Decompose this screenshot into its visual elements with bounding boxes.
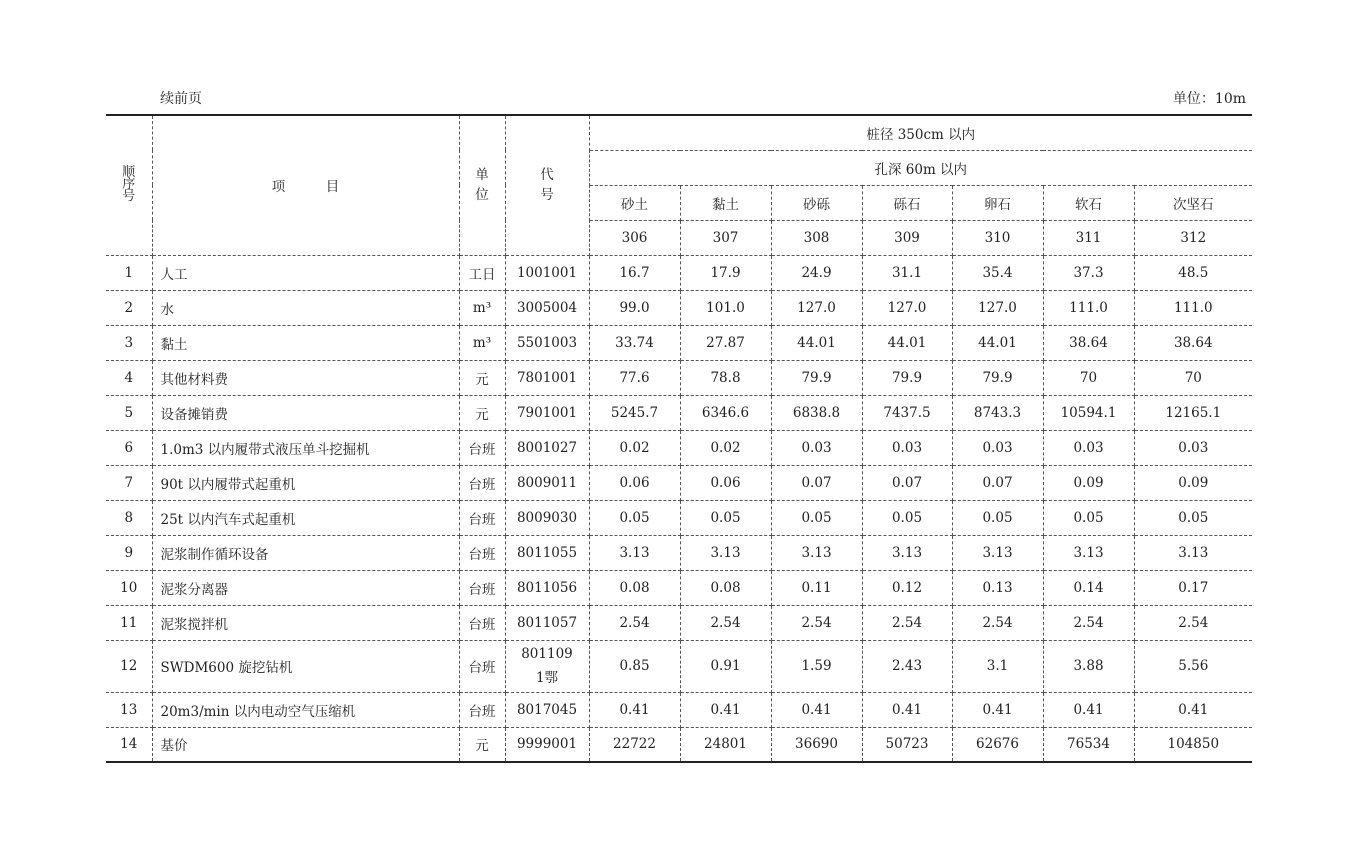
header-unit-text: 单位 (475, 167, 489, 204)
col-code: 307 (680, 220, 771, 255)
header-code-text: 代号 (540, 167, 554, 204)
row-value: 3.13 (1043, 535, 1134, 570)
col-name: 软石 (1043, 185, 1134, 220)
row-value: 44.01 (952, 325, 1043, 360)
col-code: 309 (862, 220, 952, 255)
row-value: 76534 (1043, 727, 1134, 762)
row-seq: 13 (106, 692, 152, 727)
row-value: 2.54 (771, 605, 862, 640)
row-item: 其他材料费 (152, 360, 459, 395)
col-code: 310 (952, 220, 1043, 255)
header-group: 桩径 350cm 以内 (589, 115, 1252, 150)
row-value: 0.41 (1134, 692, 1252, 727)
row-value: 10594.1 (1043, 395, 1134, 430)
row-code: 8011056 (505, 570, 589, 605)
row-unit: 台班 (459, 692, 505, 727)
row-value: 0.06 (680, 465, 771, 500)
unit-caption: 单位：10m (1172, 91, 1246, 107)
row-seq: 7 (106, 465, 152, 500)
table-row (106, 692, 1252, 727)
row-value: 2.54 (1043, 605, 1134, 640)
row-value: 0.41 (771, 692, 862, 727)
row-value: 1.59 (771, 640, 862, 692)
row-code: 8017045 (505, 692, 589, 727)
row-unit: 台班 (459, 465, 505, 500)
row-value: 111.0 (1043, 290, 1134, 325)
row-value: 78.8 (680, 360, 771, 395)
row-value: 0.41 (1043, 692, 1134, 727)
table-row (106, 570, 1252, 605)
col-name: 砾石 (862, 185, 952, 220)
table-row (106, 500, 1252, 535)
row-value: 36690 (771, 727, 862, 762)
row-value: 0.07 (771, 465, 862, 500)
row-unit: m³ (459, 290, 505, 325)
row-value: 3.88 (1043, 640, 1134, 692)
row-value: 127.0 (771, 290, 862, 325)
row-unit: 工日 (459, 255, 505, 290)
row-value: 0.05 (952, 500, 1043, 535)
row-value: 3.13 (1134, 535, 1252, 570)
row-value: 5.56 (1134, 640, 1252, 692)
row-value: 70 (1134, 360, 1252, 395)
row-value: 0.02 (680, 430, 771, 465)
table-row (106, 325, 1252, 360)
row-unit: 台班 (459, 535, 505, 570)
row-seq: 12 (106, 640, 152, 692)
row-value: 2.43 (862, 640, 952, 692)
row-value: 0.09 (1134, 465, 1252, 500)
row-code: 8011057 (505, 605, 589, 640)
row-code: 8001027 (505, 430, 589, 465)
row-seq: 8 (106, 500, 152, 535)
row-value: 6838.8 (771, 395, 862, 430)
row-value: 0.03 (952, 430, 1043, 465)
header-item: 项 目 (152, 115, 459, 255)
row-unit: 台班 (459, 570, 505, 605)
row-value: 50723 (862, 727, 952, 762)
row-value: 6346.6 (680, 395, 771, 430)
row-value: 0.09 (1043, 465, 1134, 500)
row-value: 35.4 (952, 255, 1043, 290)
row-value: 0.41 (952, 692, 1043, 727)
row-value: 0.41 (680, 692, 771, 727)
table-row (106, 727, 1252, 762)
row-item: 黏土 (152, 325, 459, 360)
row-item: 人工 (152, 255, 459, 290)
row-unit: m³ (459, 325, 505, 360)
row-value: 38.64 (1134, 325, 1252, 360)
row-seq: 3 (106, 325, 152, 360)
row-value: 3.13 (862, 535, 952, 570)
table-row (106, 430, 1252, 465)
row-value: 3.13 (952, 535, 1043, 570)
row-code: 8009030 (505, 500, 589, 535)
row-value: 0.07 (952, 465, 1043, 500)
row-value: 2.54 (952, 605, 1043, 640)
row-item: 25t 以内汽车式起重机 (152, 500, 459, 535)
row-unit: 元 (459, 360, 505, 395)
row-value: 33.74 (589, 325, 680, 360)
row-value: 70 (1043, 360, 1134, 395)
row-seq: 9 (106, 535, 152, 570)
row-value: 38.64 (1043, 325, 1134, 360)
row-item: 泥浆分离器 (152, 570, 459, 605)
header-seq (106, 115, 152, 255)
row-seq: 5 (106, 395, 152, 430)
table-row (106, 255, 1252, 290)
row-item: 90t 以内履带式起重机 (152, 465, 459, 500)
row-value: 0.08 (589, 570, 680, 605)
row-value: 3.13 (589, 535, 680, 570)
row-code: 3005004 (505, 290, 589, 325)
header-subgroup: 孔深 60m 以内 (589, 150, 1252, 185)
row-unit: 台班 (459, 500, 505, 535)
col-name: 卵石 (952, 185, 1043, 220)
row-value: 0.13 (952, 570, 1043, 605)
row-value: 17.9 (680, 255, 771, 290)
col-name: 砂砾 (771, 185, 862, 220)
col-name: 次坚石 (1134, 185, 1252, 220)
row-value: 27.87 (680, 325, 771, 360)
row-value: 0.85 (589, 640, 680, 692)
row-value: 5245.7 (589, 395, 680, 430)
header-unit (459, 115, 505, 255)
row-item: 1.0m3 以内履带式液压单斗挖掘机 (152, 430, 459, 465)
row-value: 0.03 (771, 430, 862, 465)
row-item: 泥浆制作循环设备 (152, 535, 459, 570)
row-value: 79.9 (862, 360, 952, 395)
row-value: 12165.1 (1134, 395, 1252, 430)
row-value: 3.1 (952, 640, 1043, 692)
row-value: 0.05 (1134, 500, 1252, 535)
row-value: 0.06 (589, 465, 680, 500)
row-seq: 10 (106, 570, 152, 605)
row-seq: 1 (106, 255, 152, 290)
row-value: 0.14 (1043, 570, 1134, 605)
row-code: 8011091鄂 (505, 640, 589, 692)
row-value: 37.3 (1043, 255, 1134, 290)
row-value: 2.54 (1134, 605, 1252, 640)
row-code: 9999001 (505, 727, 589, 762)
continued-caption: 续前页 (160, 91, 202, 107)
row-value: 0.05 (771, 500, 862, 535)
row-value: 0.11 (771, 570, 862, 605)
row-value: 0.12 (862, 570, 952, 605)
row-value: 0.03 (1043, 430, 1134, 465)
table-row (106, 640, 1252, 692)
quota-table (106, 114, 1252, 763)
row-value: 3.13 (771, 535, 862, 570)
row-value: 2.54 (680, 605, 771, 640)
row-seq: 2 (106, 290, 152, 325)
row-value: 16.7 (589, 255, 680, 290)
row-item: 设备摊销费 (152, 395, 459, 430)
row-unit: 台班 (459, 430, 505, 465)
row-value: 2.54 (862, 605, 952, 640)
header-seq-text: 顺序号 (122, 165, 136, 205)
row-value: 111.0 (1134, 290, 1252, 325)
row-value: 101.0 (680, 290, 771, 325)
row-value: 0.07 (862, 465, 952, 500)
row-code: 5501003 (505, 325, 589, 360)
row-value: 24.9 (771, 255, 862, 290)
col-name: 黏土 (680, 185, 771, 220)
row-value: 8743.3 (952, 395, 1043, 430)
row-unit: 台班 (459, 640, 505, 692)
row-item: 水 (152, 290, 459, 325)
row-item: 泥浆搅拌机 (152, 605, 459, 640)
table-row (106, 290, 1252, 325)
col-name: 砂土 (589, 185, 680, 220)
row-value: 2.54 (589, 605, 680, 640)
col-code: 306 (589, 220, 680, 255)
row-value: 0.03 (862, 430, 952, 465)
row-value: 79.9 (952, 360, 1043, 395)
row-item: 基价 (152, 727, 459, 762)
table-row (106, 465, 1252, 500)
row-value: 127.0 (862, 290, 952, 325)
table-row (106, 395, 1252, 430)
row-value: 31.1 (862, 255, 952, 290)
row-item: 20m3/min 以内电动空气压缩机 (152, 692, 459, 727)
row-value: 104850 (1134, 727, 1252, 762)
row-value: 99.0 (589, 290, 680, 325)
col-code: 311 (1043, 220, 1134, 255)
row-value: 44.01 (771, 325, 862, 360)
row-code: 7901001 (505, 395, 589, 430)
col-code: 308 (771, 220, 862, 255)
row-value: 77.6 (589, 360, 680, 395)
row-value: 44.01 (862, 325, 952, 360)
row-unit: 台班 (459, 605, 505, 640)
row-value: 0.41 (862, 692, 952, 727)
row-value: 0.02 (589, 430, 680, 465)
row-value: 0.41 (589, 692, 680, 727)
table-row (106, 535, 1252, 570)
row-value: 0.03 (1134, 430, 1252, 465)
row-value: 79.9 (771, 360, 862, 395)
row-code: 8011055 (505, 535, 589, 570)
row-seq: 11 (106, 605, 152, 640)
row-value: 0.91 (680, 640, 771, 692)
table-row (106, 360, 1252, 395)
row-seq: 4 (106, 360, 152, 395)
row-value: 127.0 (952, 290, 1043, 325)
row-value: 0.05 (589, 500, 680, 535)
row-unit: 元 (459, 395, 505, 430)
row-value: 24801 (680, 727, 771, 762)
row-seq: 6 (106, 430, 152, 465)
row-unit: 元 (459, 727, 505, 762)
header-code (505, 115, 589, 255)
row-value: 62676 (952, 727, 1043, 762)
row-value: 48.5 (1134, 255, 1252, 290)
row-value: 0.05 (862, 500, 952, 535)
row-code: 7801001 (505, 360, 589, 395)
row-value: 0.05 (680, 500, 771, 535)
row-item: SWDM600 旋挖钻机 (152, 640, 459, 692)
row-value: 22722 (589, 727, 680, 762)
row-seq: 14 (106, 727, 152, 762)
row-value: 7437.5 (862, 395, 952, 430)
col-code: 312 (1134, 220, 1252, 255)
table-row (106, 605, 1252, 640)
row-code: 8009011 (505, 465, 589, 500)
row-value: 3.13 (680, 535, 771, 570)
row-value: 0.08 (680, 570, 771, 605)
row-value: 0.17 (1134, 570, 1252, 605)
row-code: 1001001 (505, 255, 589, 290)
row-value: 0.05 (1043, 500, 1134, 535)
